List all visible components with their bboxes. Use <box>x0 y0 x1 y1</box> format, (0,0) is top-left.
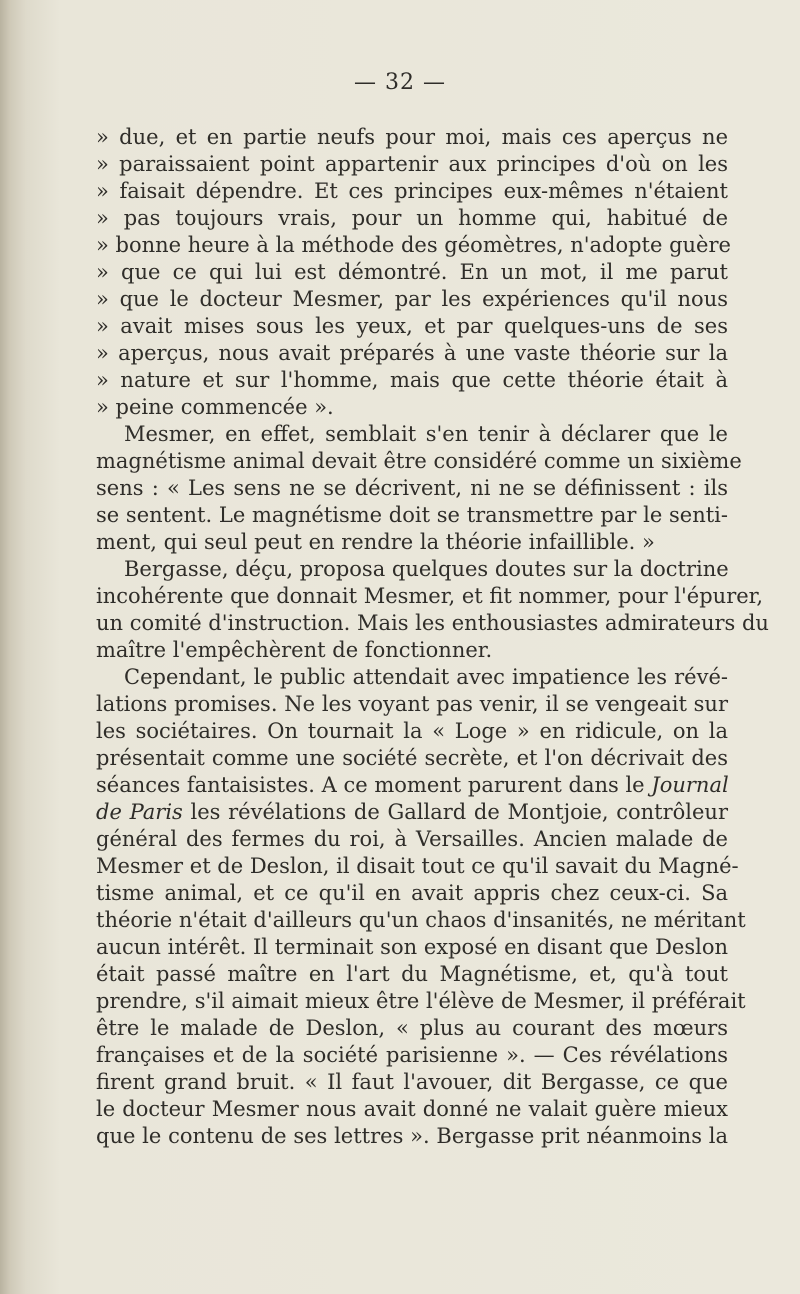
text-line: tisme animal, et ce qu'il en avait appris chez ceux-ci. Sa <box>96 881 728 905</box>
text-line-with-italic <box>96 772 728 799</box>
text-line: magnétisme animal devait être considéré comme un sixième <box>96 449 742 473</box>
page-number: — 32 — <box>354 70 446 95</box>
body-text <box>96 124 769 1150</box>
text-line: françaises et de la société parisienne ». — Ces révélations <box>96 1043 728 1067</box>
text-line: » pas toujours vrais, pour un homme qui, habitué de <box>96 206 728 230</box>
text-line: que le contenu de ses lettres ». Bergasse prit néanmoins la <box>96 1124 728 1148</box>
text-line: être le malade de Deslon, « plus au courant des mœurs <box>96 1016 728 1040</box>
italic-journal: Journal <box>651 773 729 797</box>
text-line: » faisait dépendre. Et ces principes eux-mêmes n'étaient <box>96 179 728 203</box>
text-line: Cependant, le public attendait avec impatience les révé- <box>124 665 728 689</box>
text-line: » paraissaient point appartenir aux principes d'où on les <box>96 152 728 176</box>
text-line: » aperçus, nous avait préparés à une vaste théorie sur la <box>96 341 728 365</box>
text-line: général des fermes du roi, à Versailles. Ancien malade de <box>96 827 728 851</box>
text-line: lations promises. Ne les voyant pas venir, il se vengeait sur <box>96 692 728 716</box>
text-line: était passé maître en l'art du Magnétisme, et, qu'à tout <box>96 962 728 986</box>
text-line: se sentent. Le magnétisme doit se transmettre par le senti- <box>96 503 728 527</box>
text-line: prendre, s'il aimait mieux être l'élève de Mesmer, il préférait <box>96 989 746 1013</box>
text-line: ment, qui seul peut en rendre la théorie infaillible. » <box>96 530 655 554</box>
text-line: Mesmer et de Deslon, il disait tout ce qu'il savait du Magné- <box>96 854 739 878</box>
italic-de: de <box>96 800 122 824</box>
text-line: un comité d'instruction. Mais les enthousiastes admirateurs du <box>96 611 769 635</box>
text-line: » que le docteur Mesmer, par les expériences qu'il nous <box>96 287 728 311</box>
text-line: maître l'empêchèrent de fonctionner. <box>96 638 493 662</box>
text-line: incohérente que donnait Mesmer, et fit nommer, pour l'épurer, <box>96 584 764 608</box>
text-line: présentait comme une société secrète, et l'on décrivait des <box>96 746 728 770</box>
text-line: les sociétaires. On tournait la « Loge » en ridicule, on la <box>96 719 728 743</box>
text-line: » nature et sur l'homme, mais que cette théorie était à <box>96 368 728 392</box>
text-line: théorie n'était d'ailleurs qu'un chaos d'insanités, ne méritant <box>96 908 746 932</box>
text-segment: séances fantaisistes. A ce moment parurent dans le <box>96 773 645 797</box>
text-line: aucun intérêt. Il terminait son exposé en disant que Deslon <box>96 935 728 959</box>
text-line: Bergasse, déçu, proposa quelques doutes sur la doctrine <box>124 557 729 581</box>
text-line: Mesmer, en effet, semblait s'en tenir à déclarer que le <box>124 422 728 446</box>
text-segment: les révélations de Gallard de Montjoie, contrôleur <box>190 800 728 824</box>
text-line: » bonne heure à la méthode des géomètres, n'adopte guère <box>96 233 731 257</box>
text-line: » avait mises sous les yeux, et par quelques-uns de ses <box>96 314 728 338</box>
italic-paris: Paris <box>129 800 183 824</box>
text-line: » que ce qui lui est démontré. En un mot, il me parut <box>96 260 728 284</box>
text-line-with-italic <box>96 799 728 826</box>
text-line: le docteur Mesmer nous avait donné ne valait guère mieux <box>96 1097 728 1121</box>
text-line: firent grand bruit. « Il faut l'avouer, dit Bergasse, ce que <box>96 1070 728 1094</box>
text-line: » due, et en partie neufs pour moi, mais ces aperçus ne <box>96 125 728 149</box>
text-line: » peine commencée ». <box>96 395 334 419</box>
text-line: sens : « Les sens ne se décrivent, ni ne se définissent : ils <box>96 476 728 500</box>
